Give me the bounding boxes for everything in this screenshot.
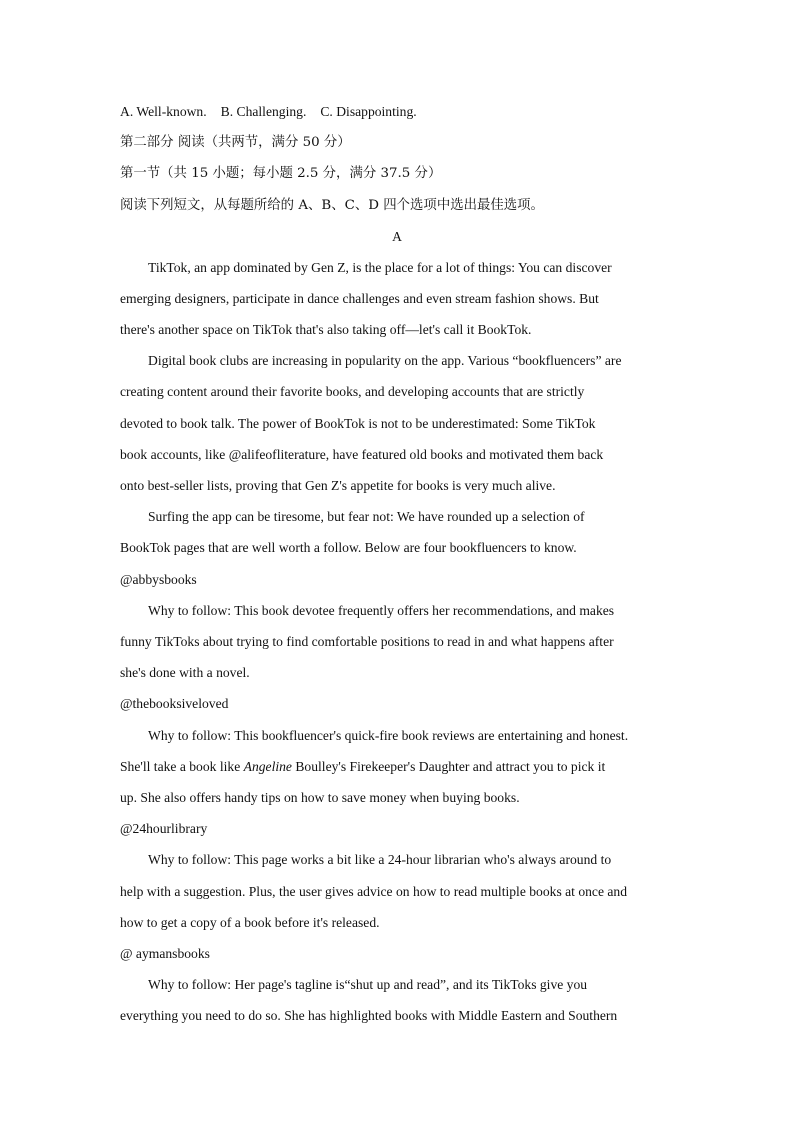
paragraph-2-line-5: onto best-seller lists, proving that Gen Z's appetite for books is very much alive. bbox=[120, 478, 556, 493]
option-c: C. Disappointing. bbox=[320, 104, 417, 119]
account-4-line-1: Why to follow: Her page's tagline is“shut up and read”, and its TikToks give you bbox=[148, 977, 588, 992]
answer-options-row bbox=[120, 102, 690, 122]
account-3-line-2: help with a suggestion. Plus, the user gives advice on how to read multiple books at once and bbox=[120, 884, 628, 899]
author-name-italic: Angeline bbox=[243, 759, 292, 774]
paragraph-1-line-2: emerging designers, participate in dance challenges and even stream fashion shows. But bbox=[120, 291, 599, 306]
paragraph-2-line-4: book accounts, like @alifeofliterature, have featured old books and motivated them back bbox=[120, 447, 604, 462]
account-1-line-1: Why to follow: This book devotee frequently offers her recommendations, and makes bbox=[148, 603, 615, 618]
account-2-line-2-after: Boulley's Firekeeper's Daughter and attract you to pick it bbox=[291, 759, 606, 774]
option-a: A. Well-known. bbox=[120, 104, 207, 119]
subsection-title: 第一节（共 15 小题；每小题 2.5 分，满分 37.5 分） bbox=[120, 166, 442, 181]
part-title: 第二部分 阅读（共两节，满分 50 分） bbox=[120, 135, 351, 150]
account-2-line-1: Why to follow: This bookfluencer's quick-fire book reviews are entertaining and honest. bbox=[148, 728, 629, 743]
account-handle-24hourlibrary: @24hourlibrary bbox=[120, 821, 208, 836]
passage-label: A bbox=[392, 229, 402, 244]
account-3-line-3: how to get a copy of a book before it's released. bbox=[120, 915, 380, 930]
account-handle-aymansbooks: @ aymansbooks bbox=[120, 946, 210, 961]
account-4-line-2: everything you need to do so. She has highlighted books with Middle Eastern and Southern bbox=[120, 1008, 618, 1023]
paragraph-2-line-1: Digital book clubs are increasing in popularity on the app. Various “bookfluencers” are bbox=[148, 353, 622, 368]
paragraph-3-line-2: BookTok pages that are well worth a follow. Below are four bookfluencers to know. bbox=[120, 540, 577, 555]
account-1-line-2: funny TikToks about trying to find comfortable positions to read in and what happens after bbox=[120, 634, 614, 649]
account-1-line-3: she's done with a novel. bbox=[120, 665, 250, 680]
paragraph-1-line-3: there's another space on TikTok that's also taking off—let's call it BookTok. bbox=[120, 322, 532, 337]
option-b: B. Challenging. bbox=[220, 104, 307, 119]
account-handle-abbysbooks: @abbysbooks bbox=[120, 572, 197, 587]
paragraph-1-line-1: TikTok, an app dominated by Gen Z, is the place for a lot of things: You can discover bbox=[148, 260, 612, 275]
account-2-line-2 bbox=[120, 757, 690, 777]
paragraph-2-line-3: devoted to book talk. The power of BookTok is not to be underestimated: Some TikTok bbox=[120, 416, 596, 431]
instruction: 阅读下列短文，从每题所给的 A、B、C、D 四个选项中选出最佳选项。 bbox=[120, 198, 544, 213]
paragraph-3-line-1: Surfing the app can be tiresome, but fear not: We have rounded up a selection of bbox=[148, 509, 585, 524]
paragraph-2-line-2: creating content around their favorite books, and developing accounts that are strictly bbox=[120, 384, 585, 399]
account-2-line-3: up. She also offers handy tips on how to save money when buying books. bbox=[120, 790, 520, 805]
account-handle-thebooksiveloved: @thebooksiveloved bbox=[120, 696, 229, 711]
account-2-line-2-before: She'll take a book like bbox=[120, 759, 244, 774]
account-3-line-1: Why to follow: This page works a bit like a 24-hour librarian who's always around to bbox=[148, 852, 612, 867]
